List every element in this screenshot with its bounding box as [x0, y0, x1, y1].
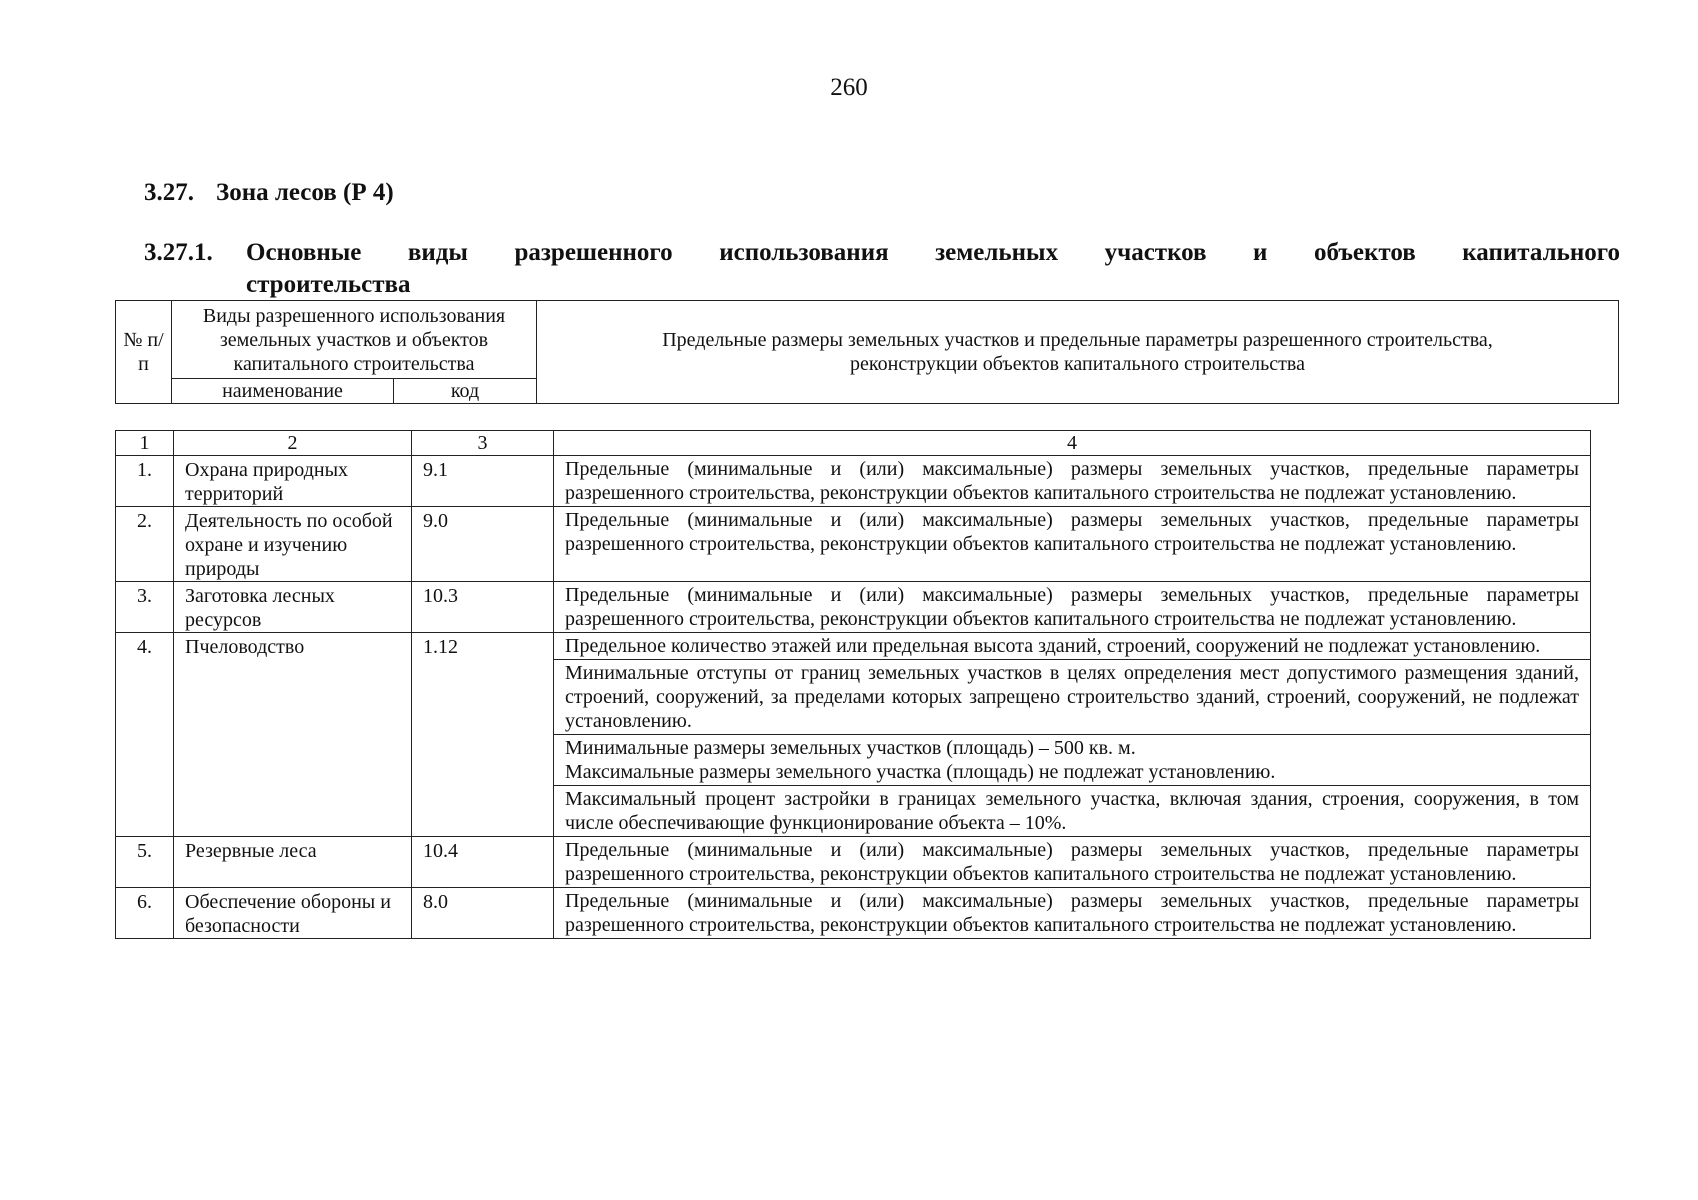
column-number: 4 [554, 431, 1591, 456]
use-params-line: Минимальные размеры земельных участков (площадь) – 500 кв. м. [565, 737, 1136, 759]
use-params: Минимальные отступы от границ земельных участков в целях определения мест допустимого размещения зданий, строений, сооружений, за пределами которых запрещено строительство зданий, строений, сооружений, не подлежат установлению. [554, 660, 1591, 735]
row-number: 1. [116, 456, 174, 507]
subsection-heading [144, 237, 1620, 301]
column-number: 3 [412, 431, 554, 456]
use-code: 10.3 [412, 582, 554, 633]
use-name: Обеспечение обороны и безопасности [174, 888, 412, 939]
header-code-cell: код [394, 379, 537, 404]
use-code: 1.12 [412, 633, 554, 837]
use-name: Резервные леса [174, 837, 412, 888]
use-code: 8.0 [412, 888, 554, 939]
use-name: Деятельность по особой охране и изучению природы [174, 507, 412, 582]
table-row [116, 888, 1591, 939]
subsection-title-line1 [246, 237, 1620, 269]
section-number: 3.27. [144, 179, 194, 206]
page-number: 260 [830, 74, 868, 101]
use-params: Предельные (минимальные и (или) максимальные) размеры земельных участков, предельные параметры разрешенного строительства, реконструкции объектов капитального строительства не подлежат установлению. [554, 582, 1591, 633]
section-title: Зона лесов (Р 4) [216, 179, 394, 206]
row-number: 5. [116, 837, 174, 888]
use-params: Предельные (минимальные и (или) максимальные) размеры земельных участков, предельные параметры разрешенного строительства, реконструкции объектов капитального строительства не подлежат установлению. [554, 507, 1591, 582]
table-row [116, 582, 1591, 633]
header-params-cell: Предельные размеры земельных участков и предельные параметры разрешенного строительства, реконструкции объектов капитального строительства [537, 301, 1619, 404]
subsection-word: объектов [1313, 239, 1416, 266]
subsection-title [246, 237, 1620, 301]
row-number: 2. [116, 507, 174, 582]
subsection-word: земельных [935, 239, 1059, 266]
use-params: Предельные (минимальные и (или) максимальные) размеры земельных участков, предельные параметры разрешенного строительства, реконструкции объектов капитального строительства не подлежат установлению. [554, 837, 1591, 888]
use-code: 9.1 [412, 456, 554, 507]
table-row [116, 507, 1591, 582]
use-params: Максимальный процент застройки в границах земельного участка, включая здания, строения, сооружения, в том числе обеспечивающие функционирование объекта – 10%. [554, 786, 1591, 837]
subsection-word: разрешенного [514, 239, 673, 266]
table-row [116, 837, 1591, 888]
use-params [554, 735, 1591, 786]
column-number-row [116, 431, 1591, 456]
section-heading [144, 179, 394, 207]
zone-table [115, 430, 1591, 939]
use-name: Заготовка лесных ресурсов [174, 582, 412, 633]
use-params: Предельные (минимальные и (или) максимальные) размеры земельных участков, предельные параметры разрешенного строительства, реконструкции объектов капитального строительства не подлежат установлению. [554, 888, 1591, 939]
header-name-cell: наименование [172, 379, 394, 404]
row-number: 3. [116, 582, 174, 633]
subsection-word: использования [719, 239, 889, 266]
use-code: 10.4 [412, 837, 554, 888]
use-name: Охрана природных территорий [174, 456, 412, 507]
use-code: 9.0 [412, 507, 554, 582]
row-number: 6. [116, 888, 174, 939]
subsection-word: капитального [1462, 239, 1620, 266]
table-row [116, 456, 1591, 507]
table-row [116, 633, 1591, 660]
subsection-number: 3.27.1. [144, 239, 213, 266]
column-number: 2 [174, 431, 412, 456]
use-name: Пчеловодство [174, 633, 412, 837]
header-types-cell: Виды разрешенного использования земельных участков и объектов капитального строительства [172, 301, 537, 379]
subsection-word: Основные [246, 239, 362, 266]
subsection-word: и [1253, 239, 1268, 266]
header-table [115, 300, 1619, 404]
row-number: 4. [116, 633, 174, 837]
use-params-line: Максимальные размеры земельного участка (площадь) не подлежат установлению. [565, 761, 1276, 783]
use-params: Предельные (минимальные и (или) максимальные) размеры земельных участков, предельные параметры разрешенного строительства, реконструкции объектов капитального строительства не подлежат установлению. [554, 456, 1591, 507]
subsection-title-line2: строительства [246, 271, 411, 298]
header-num-cell: № п/п [116, 301, 172, 404]
subsection-word: участков [1104, 239, 1207, 266]
subsection-word: виды [407, 239, 468, 266]
column-number: 1 [116, 431, 174, 456]
use-params: Предельное количество этажей или предельная высота зданий, строений, сооружений не подлежат установлению. [554, 633, 1591, 660]
